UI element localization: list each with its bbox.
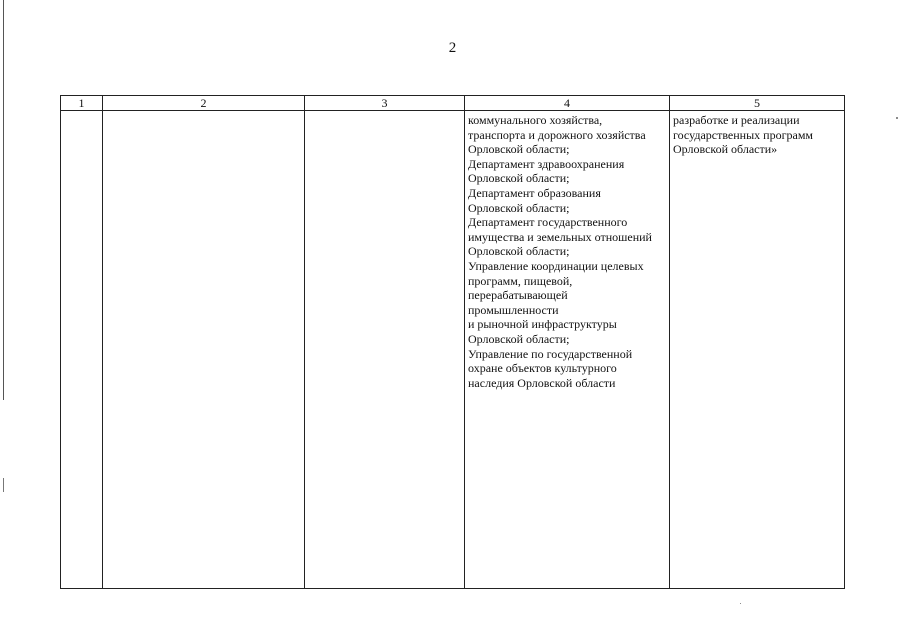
cell-col-4-line: программ, пищевой, — [468, 273, 573, 288]
cell-col-4-line: Департамент государственного — [468, 215, 628, 230]
cell-col-4-line: Орловской области; — [468, 200, 570, 215]
cell-col-4-line: Департамент образования — [468, 185, 601, 200]
cell-col-4-line: Орловской области; — [468, 142, 570, 157]
cell-col-4-line: промышленности — [468, 302, 559, 317]
cell-col-4-line: Управление координации целевых — [468, 258, 644, 273]
document-table — [60, 95, 845, 589]
scan-speck — [740, 603, 741, 604]
cell-col-4-line: Департамент здравоохранения — [468, 156, 625, 171]
cell-col-2 — [103, 111, 305, 589]
cell-col-1 — [61, 111, 103, 589]
page-number: 2 — [448, 40, 457, 56]
cell-col-4-line: охране объектов культурного — [468, 361, 617, 376]
cell-col-4-line: перерабатывающей — [468, 288, 568, 303]
cell-col-4-line: коммунального хозяйства, — [468, 113, 603, 127]
column-header-5: 5 — [670, 96, 845, 111]
cell-col-4-line: Управление по государственной — [468, 346, 633, 361]
scan-speck — [896, 117, 898, 119]
column-header-3: 3 — [305, 96, 465, 111]
column-header-1: 1 — [61, 96, 103, 111]
cell-col-4-line: наследия Орловской области — [468, 375, 616, 390]
column-header-2: 2 — [103, 96, 305, 111]
cell-col-4-line: и рыночной инфраструктуры — [468, 317, 617, 332]
table-row — [61, 111, 845, 589]
column-header-4: 4 — [465, 96, 670, 111]
cell-col-4 — [465, 111, 670, 589]
cell-col-4-line: Орловской области; — [468, 244, 570, 259]
scan-border-mark — [3, 478, 4, 492]
cell-col-4-line: Орловской области; — [468, 171, 570, 186]
scan-border-line — [3, 0, 4, 400]
cell-col-3 — [305, 111, 465, 589]
cell-col-4-line: имущества и земельных отношений — [468, 229, 652, 244]
cell-col-5-line: государственных программ — [673, 127, 814, 142]
cell-col-5 — [670, 111, 845, 589]
table-header-row — [61, 96, 845, 111]
cell-col-5-line: разработке и реализации — [673, 113, 800, 127]
cell-col-4-line: Орловской области; — [468, 331, 570, 346]
cell-col-5-line: Орловской области» — [673, 142, 778, 157]
cell-col-4-line: транспорта и дорожного хозяйства — [468, 127, 646, 142]
